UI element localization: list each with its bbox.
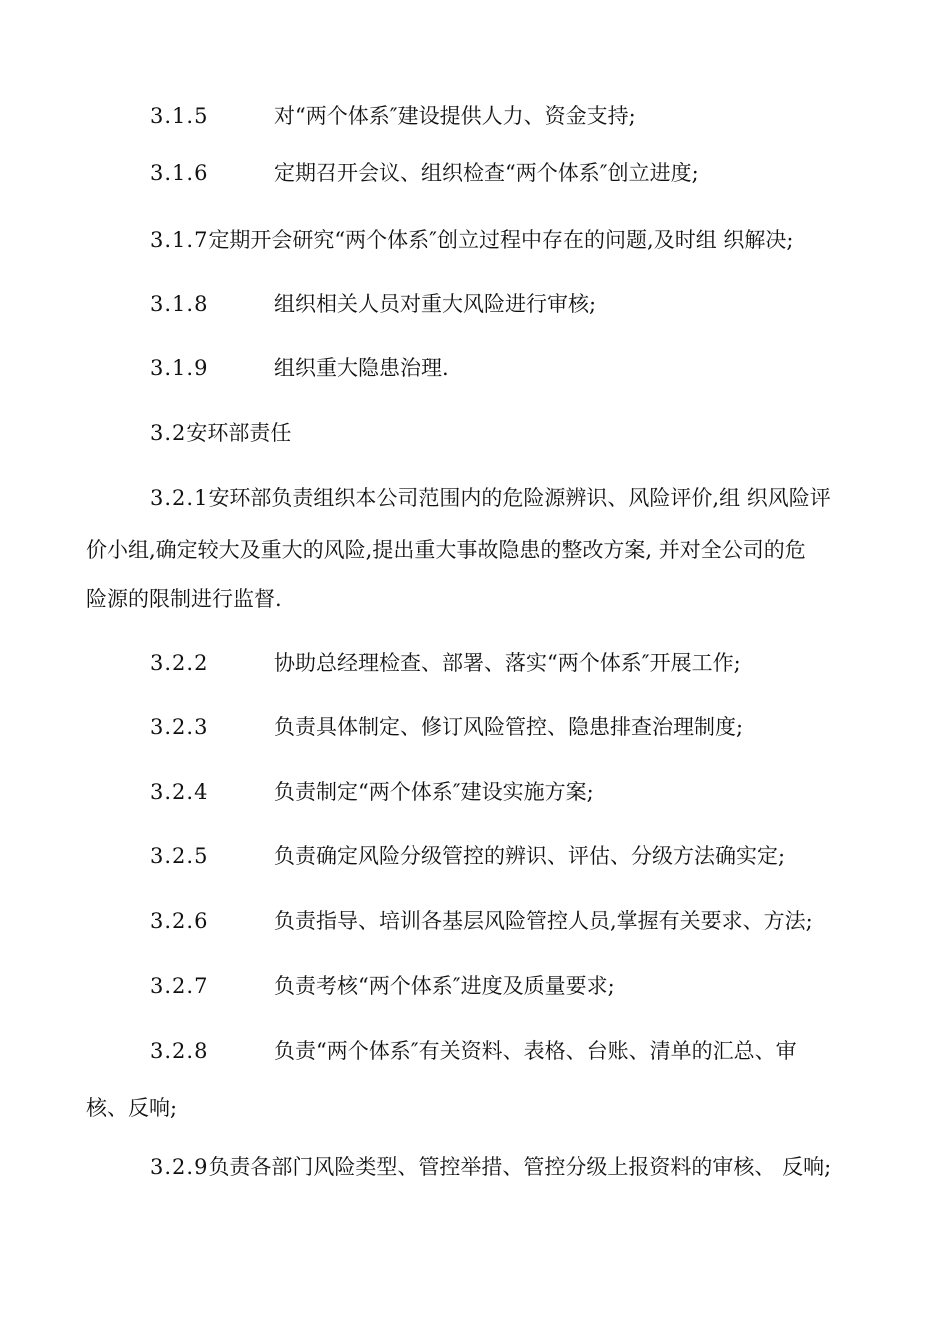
section-title: 安环部责任 <box>186 421 292 445</box>
item-text: 对“两个体系″建设提供人力、资金支持; <box>274 104 636 128</box>
item-3-2-2 <box>150 648 741 678</box>
item-number: 3.1.6 <box>150 161 209 185</box>
item-text: 负责指导、培训各基层风险管控人员,掌握有关要求、方法; <box>274 909 813 933</box>
item-number: 3.2.8 <box>150 1039 209 1063</box>
item-3-2-8-continuation <box>86 1093 177 1123</box>
item-3-1-9 <box>150 353 449 383</box>
item-text: 协助总经理检查、部署、落实“两个体系″开展工作; <box>274 651 741 675</box>
item-text: 负责确定风险分级管控的辨识、评估、分级方法确实定; <box>274 844 786 868</box>
item-number: 3.2.9 <box>150 1155 209 1179</box>
item-3-2-5 <box>150 841 785 871</box>
item-number: 3.2.3 <box>150 715 209 739</box>
section-heading-3-2 <box>150 418 291 448</box>
item-3-2-8 <box>150 1036 797 1066</box>
item-number: 3.2.6 <box>150 909 209 933</box>
item-number: 3.2.2 <box>150 651 209 675</box>
item-text: 负责具体制定、修订风险管控、隐患排查治理制度; <box>274 715 744 739</box>
item-3-2-1-continuation <box>86 535 806 565</box>
item-number: 3.2.5 <box>150 844 209 868</box>
item-3-1-8 <box>150 289 596 319</box>
item-number: 3.1.8 <box>150 292 209 316</box>
item-3-2-6 <box>150 906 813 936</box>
item-3-2-7 <box>150 971 615 1001</box>
section-number: 3.2 <box>150 421 187 445</box>
item-text: 组织相关人员对重大风险进行审核; <box>274 292 597 316</box>
item-number: 3.1.9 <box>150 356 209 380</box>
item-text: 核、反响; <box>86 1096 178 1120</box>
item-text: 价小组,确定较大及重大的风险,提出重大事故隐患的整改方案, 并对全公司的危 <box>86 538 806 562</box>
item-3-2-1 <box>150 483 831 513</box>
item-3-2-1-continuation <box>86 584 282 614</box>
item-3-1-5 <box>150 101 636 131</box>
item-3-1-6 <box>150 158 699 188</box>
item-text: 负责考核“两个体系″进度及质量要求; <box>274 974 615 998</box>
item-text: 组织重大隐患治理. <box>274 356 449 380</box>
item-text: 险源的限制进行监督. <box>86 587 282 611</box>
item-text: 负责制定“两个体系″建设实施方案; <box>274 780 594 804</box>
item-text: 定期开会研究“两个体系″创立过程中存在的问题,及时组 织解决; <box>208 228 794 252</box>
item-3-1-7 <box>150 225 793 255</box>
item-number: 3.2.7 <box>150 974 209 998</box>
item-text: 负责各部门风险类型、管控举措、管控分级上报资料的审核、 反响; <box>208 1155 832 1179</box>
item-number: 3.2.4 <box>150 780 209 804</box>
item-text: 安环部负责组织本公司范围内的危险源辨识、风险评价,组 织风险评 <box>208 486 831 510</box>
item-3-2-9 <box>150 1152 831 1182</box>
item-3-2-3 <box>150 712 743 742</box>
item-text: 定期召开会议、组织检查“两个体系″创立进度; <box>274 161 699 185</box>
item-3-2-4 <box>150 777 594 807</box>
item-number: 3.1.5 <box>150 104 209 128</box>
item-number: 3.2.1 <box>150 486 209 510</box>
item-number: 3.1.7 <box>150 228 209 252</box>
item-text: 负责“两个体系″有关资料、表格、台账、清单的汇总、审 <box>274 1039 797 1063</box>
